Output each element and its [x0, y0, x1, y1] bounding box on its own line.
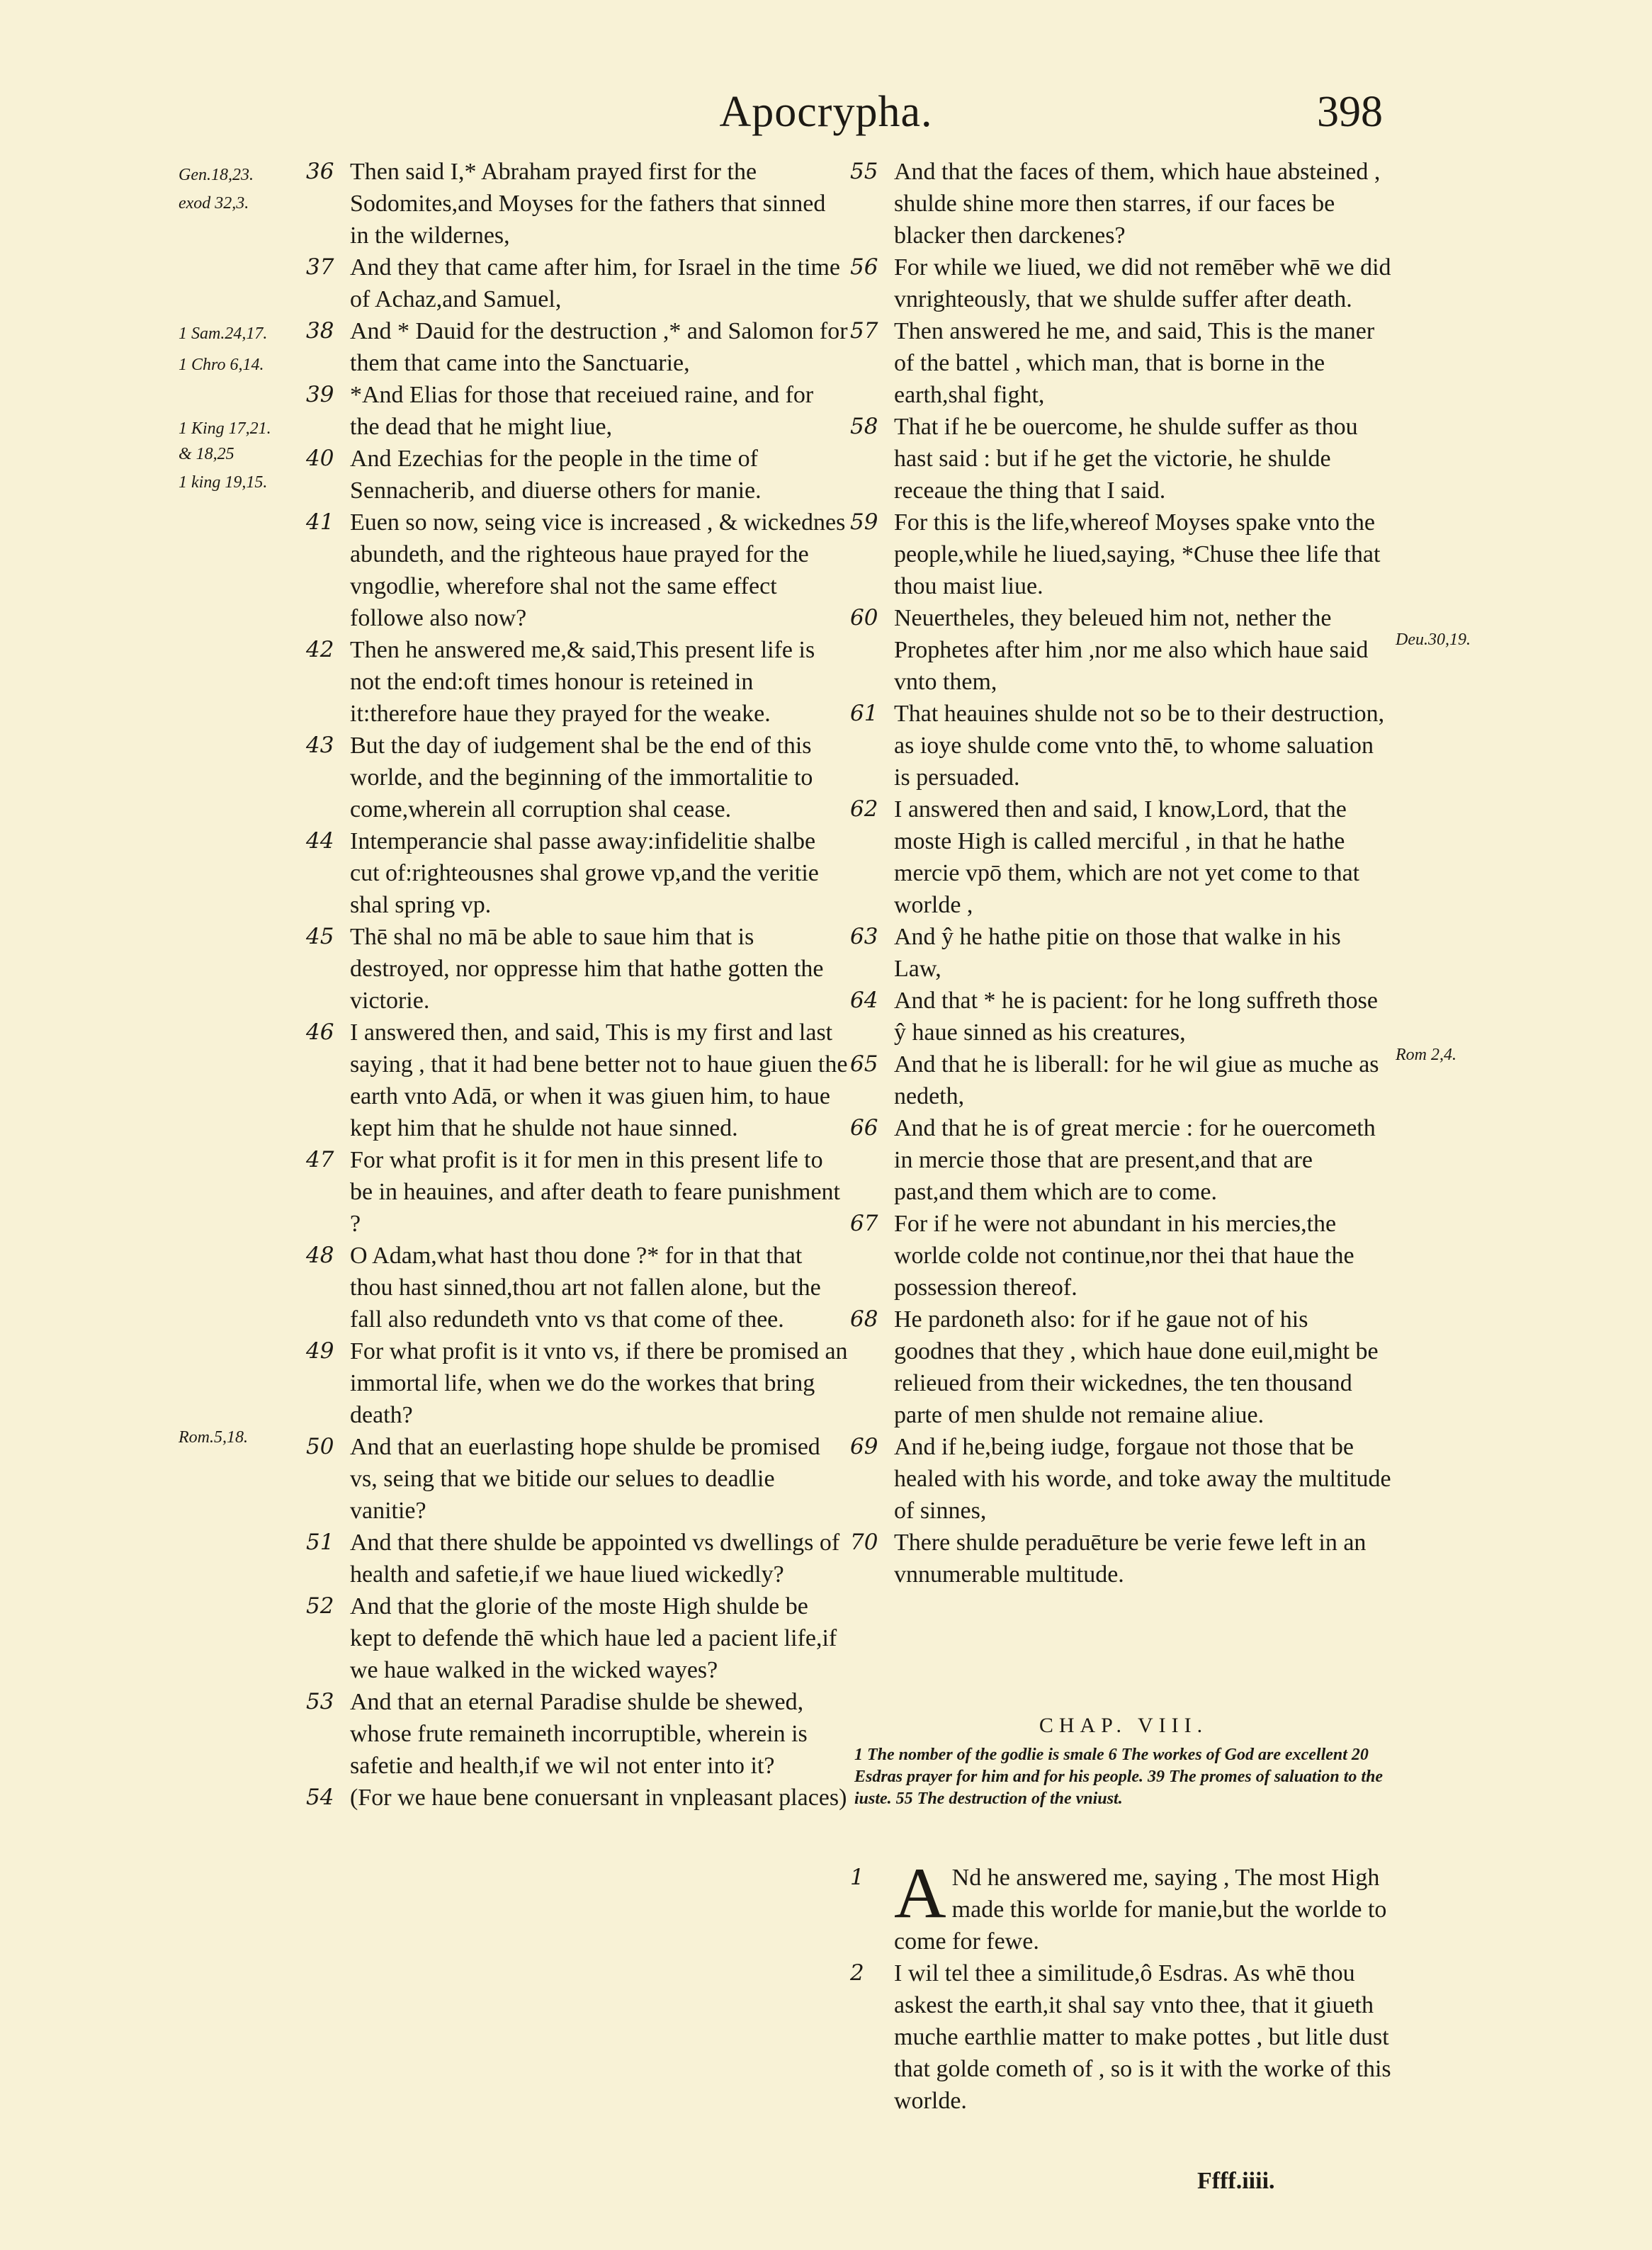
right-column — [850, 156, 1393, 1590]
drop-cap: A — [894, 1853, 946, 1933]
verse — [306, 315, 849, 379]
verse-number: 67 — [850, 1211, 878, 1236]
verse-text: And that he is liberall: for he wil giue as muche as nedeth, — [894, 1051, 1379, 1109]
verse — [306, 443, 849, 507]
verse-number: 52 — [306, 1593, 334, 1619]
verse-text: Euen so now, seing vice is increased , & wickednes abundeth, and the righteous haue prayed for the vngodlie, wherefore shal not the same effect followe also now? — [350, 509, 846, 631]
verse-text: And they that came after him, for Israel in the time of Achaz,and Samuel, — [350, 254, 841, 312]
verse-number: 2 — [850, 1960, 864, 1986]
verse — [850, 1527, 1393, 1590]
verse-number: 53 — [306, 1689, 334, 1714]
verse-number: 54 — [306, 1785, 334, 1810]
margin-note: Deu.30,19. — [1396, 631, 1471, 649]
verse-number: 62 — [850, 796, 878, 822]
verse-number: 1 — [850, 1865, 864, 1890]
verse-text: And if he,being iudge, forgaue not those that be healed with his worde, and toke away the multitude of sinnes, — [894, 1434, 1391, 1524]
verse — [850, 251, 1393, 315]
verse-number: 49 — [306, 1338, 334, 1364]
verse-text: Then answered he me, and said, This is the maner of the battel , which man, that is borne in the earth,shal fight, — [894, 318, 1375, 408]
verse-number: 37 — [306, 254, 334, 280]
verse-text: There shulde peraduēture be verie fewe left in an vnnumerable multitude. — [894, 1530, 1367, 1588]
margin-note: Rom.5,18. — [179, 1428, 248, 1447]
margin-note: exod 32,3. — [179, 194, 249, 213]
verse-text: I answered then and said, I know,Lord, that the moste High is called merciful , in that he hathe mercie vpō them, which are not yet come to that worlde , — [894, 796, 1360, 918]
verse — [306, 156, 849, 251]
verse-text: Intemperancie shal passe away:infidelitie shalbe cut of:righteousnes shal growe vp,and the veritie shal spring vp. — [350, 828, 819, 918]
verse-number: 36 — [306, 159, 334, 184]
left-column — [306, 156, 849, 1814]
verse-number: 46 — [306, 1019, 334, 1045]
verse — [850, 1431, 1393, 1527]
verse — [306, 1782, 849, 1814]
verse-number: 68 — [850, 1306, 878, 1332]
verse-number: 58 — [850, 414, 878, 439]
verse-text: O Adam,what hast thou done ?* for in that that thou hast sinned,thou art not fallen alone, but the fall also redundeth vnto vs that come of thee. — [350, 1243, 821, 1333]
running-title: Apocrypha. — [719, 88, 933, 136]
verse-text: And that an eternal Paradise shulde be shewed, whose frute remaineth incorruptible, wherein is safetie and health,if we wil not enter into it? — [350, 1689, 808, 1779]
verse-text: And ŷ he hathe pitie on those that walke in his Law, — [894, 924, 1341, 982]
verse-number: 56 — [850, 254, 878, 280]
verse — [850, 1853, 1393, 1957]
verse-number: 47 — [306, 1147, 334, 1172]
verse-number: 70 — [850, 1530, 878, 1555]
verse-number: 64 — [850, 988, 878, 1013]
verse-text: (For we haue bene conuersant in vnpleasant places) — [350, 1785, 847, 1811]
verse — [850, 315, 1393, 411]
verse-text: Thē shal no mā be able to saue him that is destroyed, nor oppresse him that hathe gotten the victorie. — [350, 924, 824, 1014]
verse — [850, 921, 1393, 985]
chapter-body — [850, 1853, 1393, 2117]
verse — [306, 1240, 849, 1335]
verse — [850, 1048, 1393, 1112]
verse-text: And that * he is pacient: for he long suffreth those ŷ haue sinned as his creatures, — [894, 988, 1378, 1046]
verse — [306, 825, 849, 921]
verse-text: And that the glorie of the moste High shulde be kept to defende thē which haue led a pacient life,if we haue walked in the wicked wayes? — [350, 1593, 837, 1683]
margin-note: 1 king 19,15. — [179, 473, 268, 492]
verse-number: 69 — [850, 1434, 878, 1459]
margin-note: 1 Chro 6,14. — [179, 356, 264, 374]
margin-note: & 18,25 — [179, 445, 234, 463]
verse — [850, 411, 1393, 507]
verse-number: 61 — [850, 701, 878, 726]
verse-text: Nd he answered me, saying , The most High made this worlde for manie,but the worlde to come for fewe. — [894, 1865, 1387, 1955]
verse-text: But the day of iudgement shal be the end of this worlde, and the beginning of the immortalitie to come,wherein all corruption shal cease. — [350, 733, 813, 822]
verse — [306, 921, 849, 1017]
verse — [306, 1686, 849, 1782]
verse — [850, 1957, 1393, 2117]
verse-number: 60 — [850, 605, 878, 631]
verse-text: And * Dauid for the destruction ,* and Salomon for them that came into the Sanctuarie, — [350, 318, 848, 376]
verse-number: 50 — [306, 1434, 334, 1459]
verse — [850, 507, 1393, 602]
verse-number: 44 — [306, 828, 334, 854]
verse-text: And that an euerlasting hope shulde be promised vs, seing that we bitide our selues to deadlie vanitie? — [350, 1434, 820, 1524]
verse-number: 51 — [306, 1530, 334, 1555]
verse-text: For while we liued, we did not remēber whē we did vnrighteously, that we shulde suffer after death. — [894, 254, 1391, 312]
margin-note: 1 Sam.24,17. — [179, 324, 268, 343]
verse-number: 40 — [306, 446, 334, 471]
verse-number: 57 — [850, 318, 878, 344]
verse — [306, 1017, 849, 1144]
verse — [850, 985, 1393, 1048]
verse — [850, 156, 1393, 251]
margin-note: 1 King 17,21. — [179, 419, 271, 438]
verse — [306, 1527, 849, 1590]
page-number: 398 — [1317, 88, 1383, 136]
verse-text: And that he is of great mercie : for he ouercometh in mercie those that are present,and that are past,and them which are to come. — [894, 1115, 1376, 1205]
chapter-summary: 1 The nomber of the godlie is smale 6 The workes of God are excellent 20 Esdras prayer for him and for his people. 39 The promes of saluation to the iuste. 55 The destruction of the vniust. — [854, 1746, 1384, 1808]
verse-text: For what profit is it for men in this present life to be in heauines, and after death to feare punishment ? — [350, 1147, 841, 1237]
margin-note: Gen.18,23. — [179, 166, 254, 184]
verse — [306, 634, 849, 730]
verse — [850, 793, 1393, 921]
verse — [306, 1431, 849, 1527]
verse-number: 38 — [306, 318, 334, 344]
verse-text: He pardoneth also: for if he gaue not of his goodnes that they , which haue done euil,might be relieued from their wickednes, the ten thousand parte of men shulde not remaine aliue. — [894, 1306, 1379, 1428]
verse-text: And that there shulde be appointed vs dwellings of health and safetie,if we haue liued wickedly? — [350, 1530, 840, 1588]
verse-text: For this is the life,whereof Moyses spake vnto the people,while he liued,saying, *Chuse thee life that thou maist liue. — [894, 509, 1381, 599]
verse — [850, 1304, 1393, 1431]
verse-number: 63 — [850, 924, 878, 949]
verse — [306, 1590, 849, 1686]
verse — [850, 1112, 1393, 1208]
verse — [306, 730, 849, 825]
verse-text: And that the faces of them, which haue absteined , shulde shine more then starres, if our faces be blacker then darckenes? — [894, 159, 1381, 249]
verse-number: 45 — [306, 924, 334, 949]
verse-number: 39 — [306, 382, 334, 407]
verse — [850, 1208, 1393, 1304]
verse-text: For if he were not abundant in his mercies,the worlde colde not continue,nor thei that haue the possession thereof. — [894, 1211, 1354, 1301]
chapter-heading: CHAP. VIII. — [1039, 1714, 1209, 1737]
verse — [306, 251, 849, 315]
verse-text: Then said I,* Abraham prayed first for the Sodomites,and Moyses for the fathers that sinned in the wildernes, — [350, 159, 826, 249]
margin-note: Rom 2,4. — [1396, 1046, 1456, 1064]
verse-text: For what profit is it vnto vs, if there be promised an immortal life, when we do the workes that bring death? — [350, 1338, 848, 1428]
verse-number: 41 — [306, 509, 334, 535]
verse-text: I answered then, and said, This is my first and last saying , that it had bene better not to haue giuen the earth vnto Adā, or when it was giuen him, to haue kept him that he shulde not haue sinned. — [350, 1019, 848, 1141]
verse — [306, 379, 849, 443]
verse-text: *And Elias for those that receiued raine, and for the dead that he might liue, — [350, 382, 814, 440]
verse-text: That if he be ouercome, he shulde suffer as thou hast said : but if he get the victorie, he shulde receaue the thing that I said. — [894, 414, 1358, 504]
signature-mark: Ffff.iiii. — [1197, 2168, 1275, 2194]
verse — [306, 1335, 849, 1431]
verse — [306, 1144, 849, 1240]
verse-number: 66 — [850, 1115, 878, 1141]
verse-text: Neuertheles, they beleued him not, nether the Prophetes after him ,nor me also which haue said vnto them, — [894, 605, 1369, 695]
verse-text: And Ezechias for the people in the time of Sennacherib, and diuerse others for manie. — [350, 446, 762, 504]
verse — [850, 602, 1393, 698]
verse — [850, 698, 1393, 793]
verse-text: That heauines shulde not so be to their destruction, as ioye shulde come vnto thē, to whome saluation is persuaded. — [894, 701, 1385, 791]
verse — [306, 507, 849, 634]
verse-number: 48 — [306, 1243, 334, 1268]
page-header — [0, 84, 1652, 147]
verse-number: 43 — [306, 733, 334, 758]
verse-number: 55 — [850, 159, 878, 184]
verse-number: 42 — [306, 637, 334, 662]
verse-number: 65 — [850, 1051, 878, 1077]
verse-text: Then he answered me,& said,This present life is not the end:oft times honour is reteined in it:therefore haue they prayed for the weake. — [350, 637, 815, 727]
verse-number: 59 — [850, 509, 878, 535]
verse-text: I wil tel thee a similitude,ô Esdras. As whē thou askest the earth,it shal say vnto thee, that it giueth muche earthlie matter to make pottes , but litle dust that golde cometh of , so is it with the worke of this worlde. — [894, 1960, 1391, 2114]
